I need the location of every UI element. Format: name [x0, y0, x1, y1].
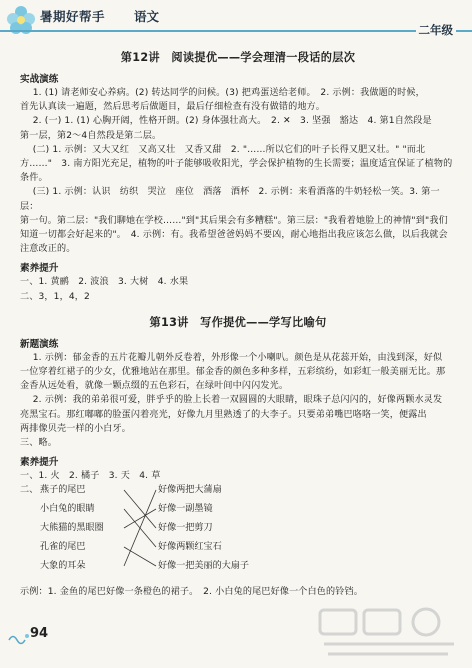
text-line: 三、略。 [20, 438, 57, 449]
text-line: 1. (1) 请老师安心养病。(2) 转达同学的问候。(3) 把鸡蛋送给老师。 2. 示例：我做题的时候， [32, 88, 425, 98]
match-left-item: 孔雀的尾巴 [40, 542, 86, 553]
answer-content [20, 47, 456, 600]
match-right-item: 好像一把剪刀 [158, 523, 213, 534]
section-improve: 素养提升 [20, 263, 59, 275]
match-line [124, 490, 156, 566]
header-divider [0, 30, 472, 32]
text-line: 2. (一) 1. (1) 心胸开阔，性格开朗。(2) 身体强壮高大。 2. ✕ 3. 坚强 豁达 4. 第1自然段是 [32, 116, 432, 127]
match-left-item: 小白兔的眼睛 [40, 504, 95, 515]
text-line: 亮黑宝石。那红嘟嘟的脸蛋闪着亮光，好像九月里熟透了的大李子。只要弟弟嘴巴咯咯一笑，便露出 [20, 409, 427, 420]
page-header [0, 0, 472, 42]
text-line: 一、1. 黄鹂 2. 波浪 3. 大树 4. 水果 [20, 277, 189, 288]
match-right-item: 好像一副墨镜 [158, 504, 213, 515]
text-line: (三) 1. 示例：认识 纺织 哭泣 座位 酒落 酒杯 2. 示例：来看酒落的牛奶轻松一笑。3. 第一层： [20, 187, 440, 212]
text-line: 首先认真读一遍题，然后思考后做题目，最后仔细检查有没有做错的地方。 [20, 102, 326, 113]
footer-wave-icon [8, 630, 30, 646]
text-line: 2. 示例：我的弟弟很可爱，胖乎乎的脸上长着一双圆圆的大眼睛，眼珠子总闪闪的，好像两颗水灵发 [32, 395, 443, 406]
match-left-item: 大象的耳朵 [40, 561, 86, 572]
match-left-item: 燕子的尾巴 [40, 485, 86, 496]
match-line [124, 509, 156, 528]
match-right-item: 好像两把大蒲扇 [158, 485, 222, 496]
text-line: 二、3，1，4，2 [20, 291, 90, 302]
text-line: 第一句。第二层："我们聊她在学校……"到"其后果会有多糟糕"。第三层："我看着她脸上的神情"到"我们 [20, 215, 448, 226]
section-improve-13: 素养提升 [20, 457, 59, 469]
section-practice: 实战演练 [20, 74, 59, 85]
book-brand: 暑期好帮手 [40, 9, 106, 24]
page-number: 94 [30, 626, 49, 641]
match-right-item: 好像两颗红宝石 [158, 542, 222, 553]
text-line: 一位穿着红裙子的少女，优雅地站在那里。郁金香的颜色多种多样，五彩缤纷，如彩虹一般美丽无比。那 [20, 367, 446, 378]
text-line: 条件。 [20, 173, 48, 184]
text-line: 示例：1. 金鱼的尾巴好像一条橙色的裙子。 2. 小白兔的尾巴好像一个白色的铃铛。 [20, 587, 364, 598]
section-new: 新题演练 [20, 338, 59, 350]
grade-label: 二年级 [416, 22, 457, 38]
text-line: 1. 示例：郁金香的五片花瓣儿朝外反卷着，外形像一个小喇叭。颜色是从花蕊开始，由浅到深，好似 [32, 352, 443, 363]
watermark-stamp-icon [314, 604, 464, 664]
match-line [124, 547, 156, 566]
match-prefix: 二、 [20, 485, 39, 496]
text-line: 第一层，第2～4自然段是第二层。 [20, 130, 162, 141]
text-line: (二) 1. 示例：又大又红 又高又壮 又香又甜 2. "……所以它们的叶子长得又肥又壮。" "而北 [32, 144, 426, 155]
text-line: 一、1. 火 2. 橘子 3. 天 4. 草 [20, 471, 161, 482]
match-right-item: 好像一把美丽的大扇子 [158, 561, 249, 572]
lesson-13-title: 第13讲 写作提优——学写比喻句 [149, 315, 327, 329]
text-line: 两排像贝壳一样的小白牙。 [20, 423, 131, 434]
matching-exercise [20, 484, 320, 581]
text-line: 方……" 3. 南方阳光充足，植物的叶子能够吸收阳光，学会保护植物的生长需要；温度适宜保证了植物的 [20, 159, 453, 170]
book-subject: 语文 [134, 9, 160, 24]
match-line [124, 490, 156, 528]
lesson-12-title: 第12讲 阅读提优——学会理清一段话的层次 [120, 51, 356, 64]
text-line: 注意改正的。 [20, 244, 76, 255]
text-line: 金香从远处看，就像一颗点缀的五色彩石，在绿叶间中闪闪发光。 [20, 381, 289, 392]
text-line: 知道一切都会好起来的"。 4. 示例：有。我希望爸爸妈妈不要凶，耐心地指出我应该怎么做，以后我就会 [20, 230, 448, 241]
match-left-item: 大熊猫的黑眼圈 [40, 523, 104, 534]
